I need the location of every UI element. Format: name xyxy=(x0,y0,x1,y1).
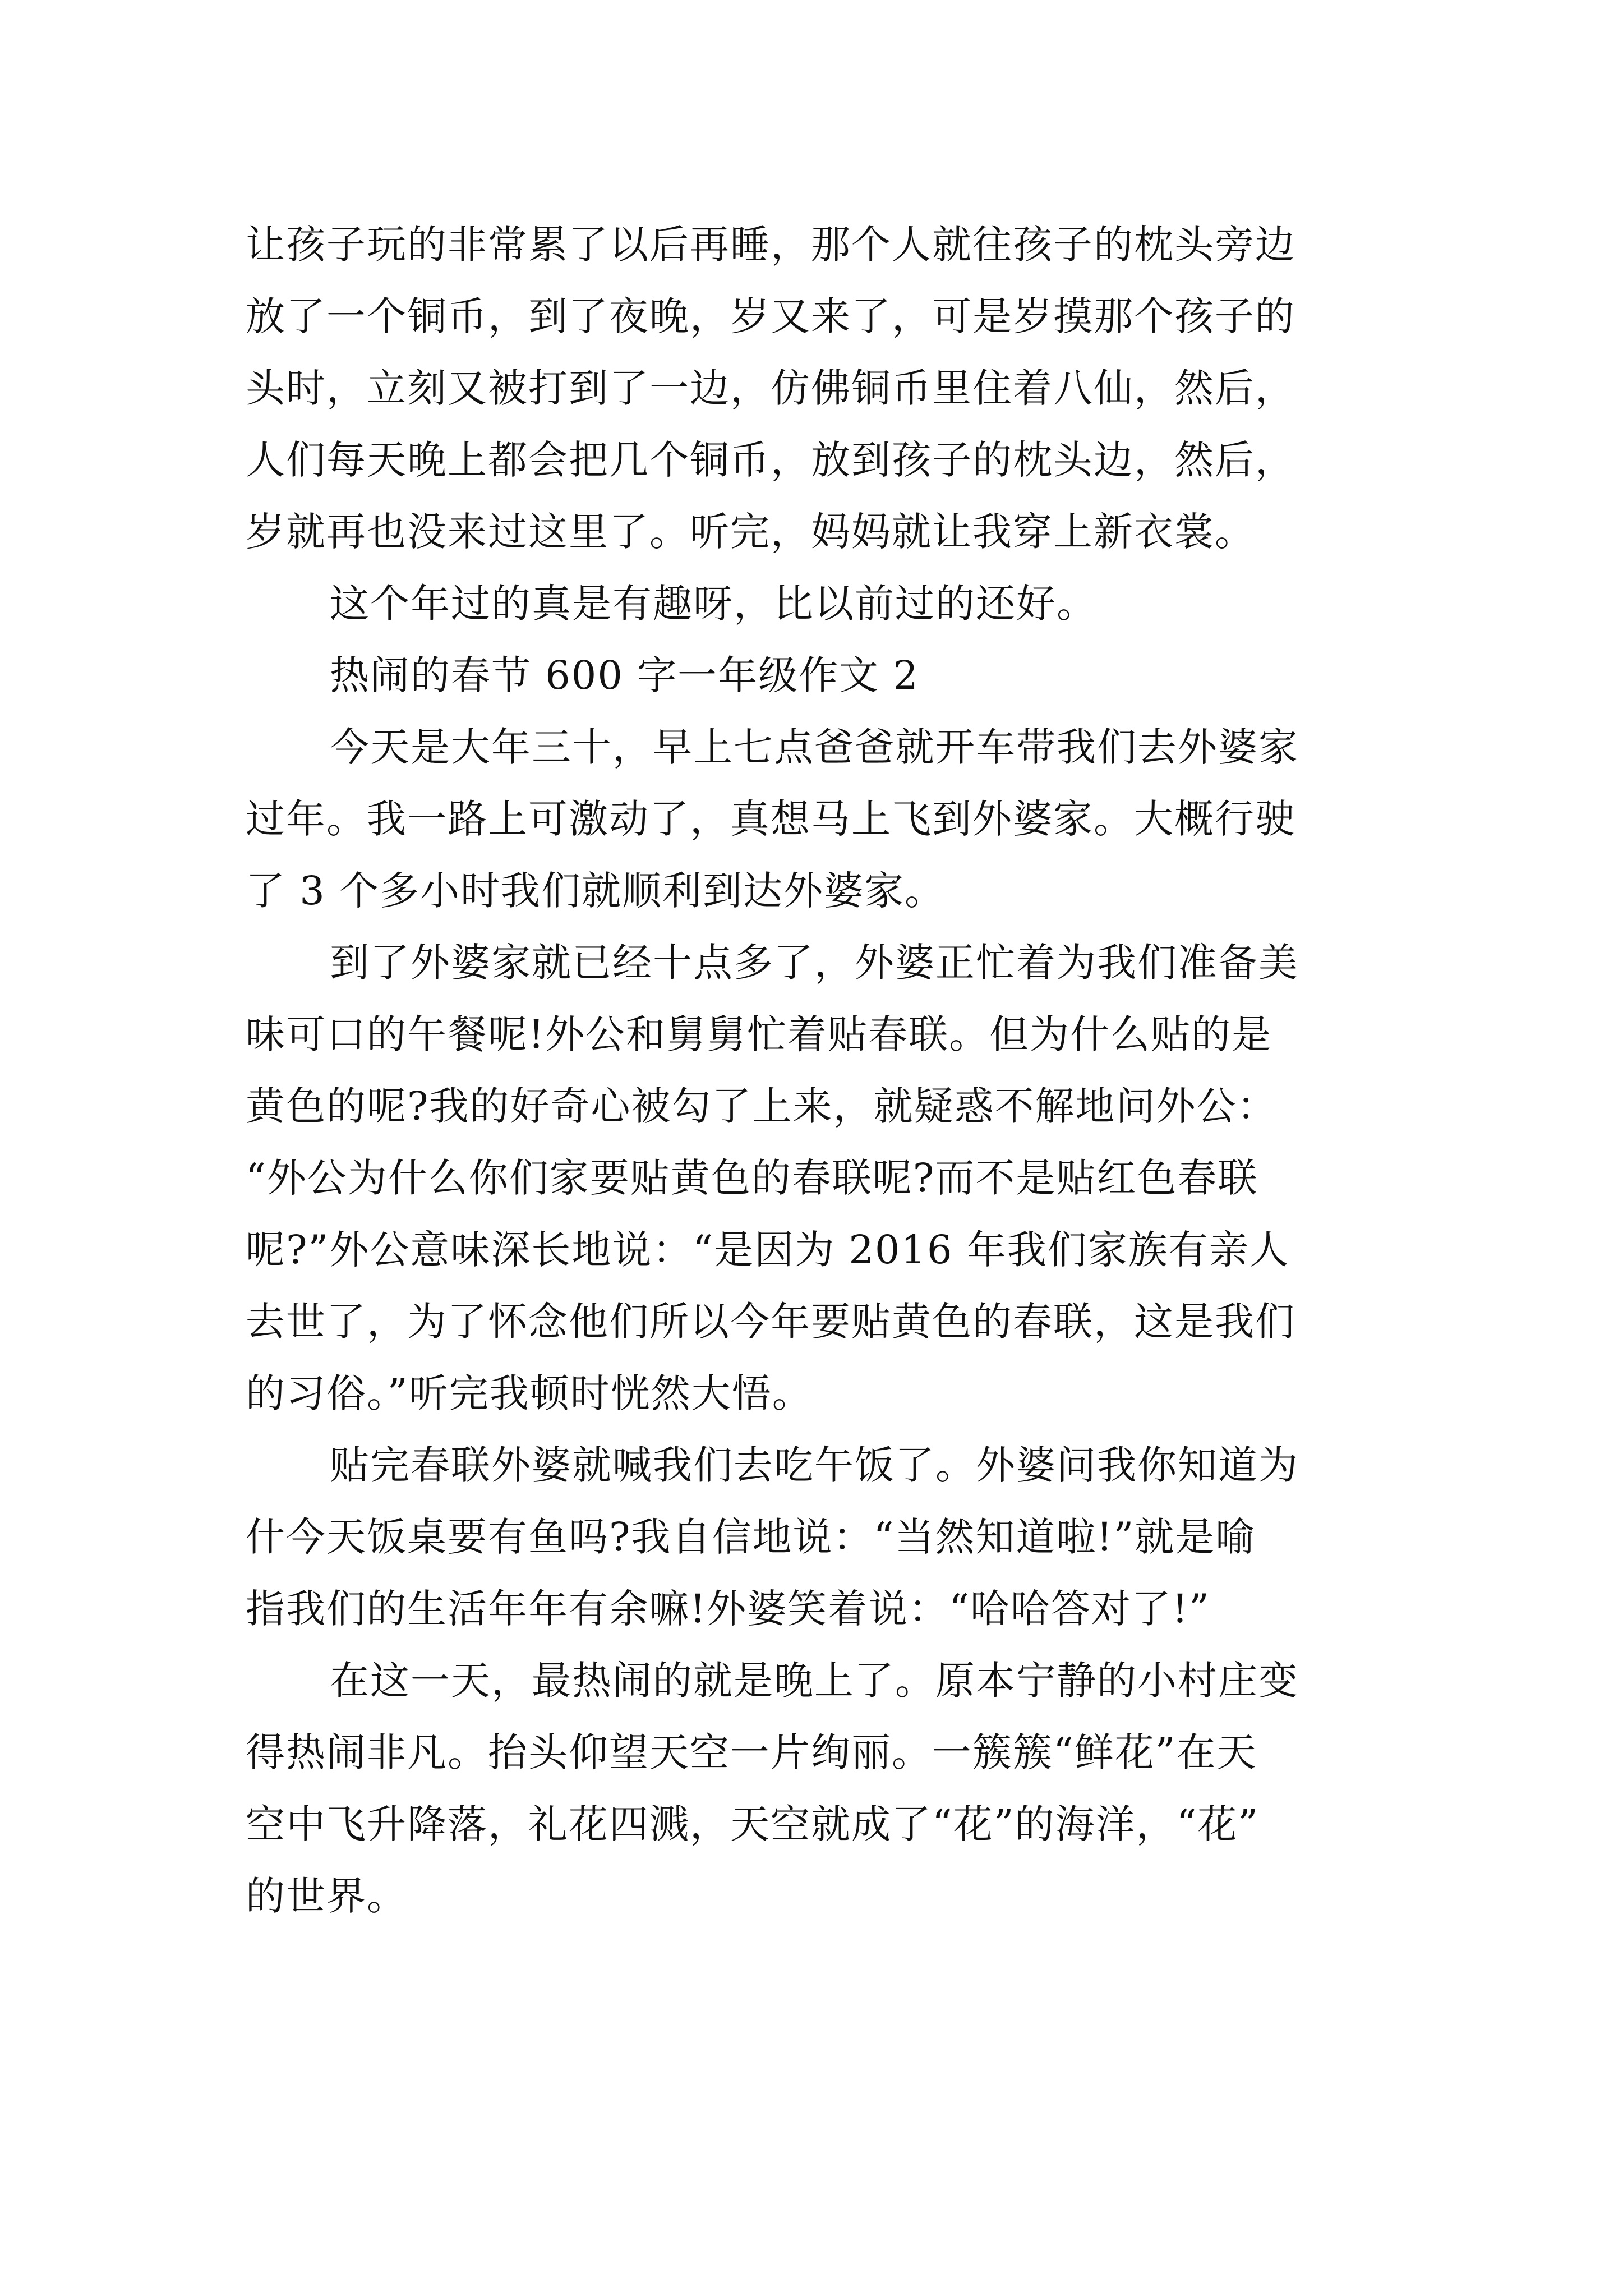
text-line: 这个年过的真是有趣呀，比以前过的还好。 xyxy=(330,581,1097,627)
text-line: 的世界。 xyxy=(246,1873,407,1919)
text-line: 味可口的午餐呢!外公和舅舅忙着贴春联。但为什么贴的是 xyxy=(246,1011,1272,1057)
text-line: “外公为什么你们家要贴黄色的春联呢?而不是贴红色春联 xyxy=(246,1155,1258,1201)
text-line: 在这一天，最热闹的就是晚上了。原本宁静的小村庄变 xyxy=(330,1658,1299,1704)
text-line: 指我们的生活年年有余嘛!外婆笑着说：“哈哈答对了!” xyxy=(246,1586,1210,1632)
paragraph-conclusion xyxy=(246,568,1412,639)
paragraph-lunch xyxy=(246,1429,1412,1645)
text-line: 岁就再也没来过这里了。听完，妈妈就让我穿上新衣裳。 xyxy=(246,509,1255,555)
text-line: 过年。我一路上可激动了，真想马上飞到外婆家。大概行驶 xyxy=(246,796,1295,842)
text-line: 贴完春联外婆就喊我们去吃午饭了。外婆问我你知道为 xyxy=(330,1442,1299,1488)
paragraph-story-ending xyxy=(246,209,1412,568)
text-line: 今天是大年三十，早上七点爸爸就开车带我们去外婆家 xyxy=(330,724,1299,770)
text-line: 到了外婆家就已经十点多了，外婆正忙着为我们准备美 xyxy=(330,940,1299,986)
text-line: 了 3 个多小时我们就顺利到达外婆家。 xyxy=(246,868,946,914)
text-line: 得热闹非凡。抬头仰望天空一片绚丽。一簇簇“鲜花”在天 xyxy=(246,1729,1257,1775)
essay-title xyxy=(246,639,1412,711)
text-line: 放了一个铜币，到了夜晚，岁又来了，可是岁摸那个孩子的 xyxy=(246,293,1295,339)
essay-title-text: 热闹的春节 600 字一年级作文 2 xyxy=(330,652,919,698)
text-line: 空中飞升降落，礼花四溅，天空就成了“花”的海洋，“花” xyxy=(246,1801,1260,1847)
text-line: 什今天饭桌要有鱼吗?我自信地说：“当然知道啦!”就是喻 xyxy=(246,1514,1256,1560)
paragraph-new-years-eve xyxy=(246,711,1412,927)
text-line: 人们每天晚上都会把几个铜币，放到孩子的枕头边，然后， xyxy=(246,437,1295,483)
text-line: 让孩子玩的非常累了以后再睡，那个人就往孩子的枕头旁边 xyxy=(246,222,1295,268)
text-line: 的习俗。”听完我顿时恍然大悟。 xyxy=(246,1370,813,1416)
document-body xyxy=(246,209,1412,1932)
text-line: 黄色的呢?我的好奇心被勾了上来，就疑惑不解地问外公： xyxy=(246,1083,1278,1129)
text-line: 去世了，为了怀念他们所以今年要贴黄色的春联，这是我们 xyxy=(246,1299,1295,1345)
text-line: 呢?”外公意味深长地说：“是因为 2016 年我们家族有亲人 xyxy=(246,1227,1290,1273)
paragraph-fireworks xyxy=(246,1645,1412,1932)
text-line: 头时，立刻又被打到了一边，仿佛铜币里住着八仙，然后， xyxy=(246,365,1295,411)
paragraph-couplets xyxy=(246,927,1412,1429)
